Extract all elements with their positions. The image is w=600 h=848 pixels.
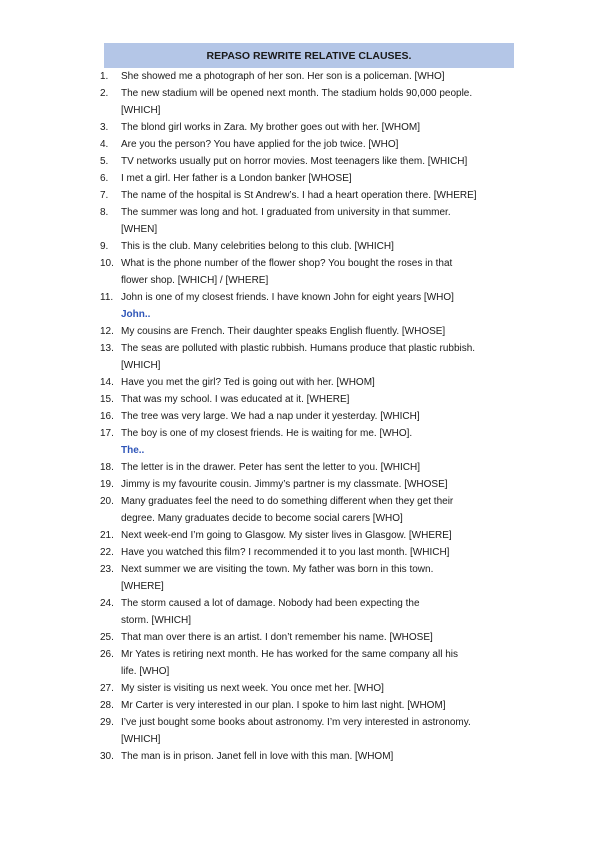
exercise-body	[121, 374, 520, 391]
exercise-item	[100, 323, 520, 340]
exercise-item	[100, 238, 520, 255]
exercise-body	[121, 187, 520, 204]
worksheet-title: REPASO REWRITE RELATIVE CLAUSES.	[104, 43, 514, 68]
exercise-item	[100, 476, 520, 493]
exercise-sentence: I’ve just bought some books about astronomy. I’m very interested in astronomy. [WHICH]	[121, 717, 471, 745]
exercise-number: 4.	[100, 139, 109, 150]
exercise-item	[100, 680, 520, 697]
exercise-sentence: My cousins are French. Their daughter speaks English fluently. [WHOSE]	[121, 326, 446, 337]
exercise-number: 16.	[100, 411, 114, 422]
exercise-body	[121, 714, 520, 748]
exercise-number: 18.	[100, 462, 114, 473]
exercise-item	[100, 527, 520, 544]
exercise-item	[100, 408, 520, 425]
exercise-sentence: That was my school. I was educated at it. [WHERE]	[121, 394, 350, 405]
exercise-body	[121, 204, 520, 238]
exercise-sentence: I met a girl. Her father is a London banker [WHOSE]	[121, 173, 352, 184]
exercise-body	[121, 323, 520, 340]
exercise-body	[121, 68, 520, 85]
exercise-sentence: Many graduates feel the need to do something different when they get their degree. Many graduates decide to become social carers [WHO]	[121, 496, 454, 524]
exercise-body	[121, 459, 520, 476]
exercise-number: 28.	[100, 700, 114, 711]
exercise-body	[121, 544, 520, 561]
answer-starter: John..	[121, 309, 151, 320]
exercise-number: 20.	[100, 496, 114, 507]
exercise-list	[100, 68, 520, 765]
exercise-number: 21.	[100, 530, 114, 541]
exercise-body	[121, 340, 520, 374]
exercise-item	[100, 187, 520, 204]
exercise-item	[100, 289, 520, 323]
exercise-number: 15.	[100, 394, 114, 405]
exercise-item	[100, 170, 520, 187]
exercise-body	[121, 391, 520, 408]
exercise-body	[121, 153, 520, 170]
exercise-number: 14.	[100, 377, 114, 388]
exercise-sentence: Have you watched this film? I recommended it to you last month. [WHICH]	[121, 547, 450, 558]
exercise-body	[121, 595, 520, 629]
exercise-body	[121, 119, 520, 136]
exercise-item	[100, 340, 520, 374]
exercise-sentence: TV networks usually put on horror movies. Most teenagers like them. [WHICH]	[121, 156, 468, 167]
exercise-number: 17.	[100, 428, 114, 439]
exercise-body	[121, 493, 520, 527]
exercise-item	[100, 425, 520, 459]
exercise-sentence: Jimmy is my favourite cousin. Jimmy’s partner is my classmate. [WHOSE]	[121, 479, 448, 490]
exercise-body	[121, 527, 520, 544]
exercise-sentence: She showed me a photograph of her son. Her son is a policeman. [WHO]	[121, 71, 445, 82]
exercise-sentence: Are you the person? You have applied for the job twice. [WHO]	[121, 139, 399, 150]
exercise-body	[121, 238, 520, 255]
exercise-number: 25.	[100, 632, 114, 643]
exercise-item	[100, 595, 520, 629]
exercise-body	[121, 561, 520, 595]
exercise-number: 23.	[100, 564, 114, 575]
exercise-item	[100, 374, 520, 391]
exercise-body	[121, 136, 520, 153]
exercise-item	[100, 544, 520, 561]
exercise-number: 30.	[100, 751, 114, 762]
exercise-number: 5.	[100, 156, 109, 167]
exercise-number: 19.	[100, 479, 114, 490]
exercise-item	[100, 629, 520, 646]
exercise-sentence: The tree was very large. We had a nap under it yesterday. [WHICH]	[121, 411, 420, 422]
exercise-number: 29.	[100, 717, 114, 728]
exercise-body	[121, 748, 520, 765]
exercise-sentence: The new stadium will be opened next month. The stadium holds 90,000 people. [WHICH]	[121, 88, 473, 116]
exercise-sentence: My sister is visiting us next week. You once met her. [WHO]	[121, 683, 384, 694]
exercise-body	[121, 255, 520, 289]
exercise-sentence: John is one of my closest friends. I have known John for eight years [WHO]	[121, 292, 454, 303]
exercise-sentence: That man over there is an artist. I don’t remember his name. [WHOSE]	[121, 632, 433, 643]
exercise-number: 13.	[100, 343, 114, 354]
exercise-body	[121, 697, 520, 714]
exercise-sentence: The man is in prison. Janet fell in love with this man. [WHOM]	[121, 751, 394, 762]
exercise-body	[121, 629, 520, 646]
exercise-item	[100, 459, 520, 476]
exercise-sentence: The blond girl works in Zara. My brother goes out with her. [WHOM]	[121, 122, 420, 133]
exercise-body	[121, 289, 520, 323]
exercise-sentence: The name of the hospital is St Andrew’s. I had a heart operation there. [WHERE]	[121, 190, 477, 201]
exercise-item	[100, 85, 520, 119]
exercise-number: 11.	[100, 292, 114, 303]
exercise-number: 8.	[100, 207, 109, 218]
exercise-item	[100, 646, 520, 680]
exercise-item	[100, 391, 520, 408]
exercise-sentence: The summer was long and hot. I graduated from university in that summer. [WHEN]	[121, 207, 451, 235]
exercise-item	[100, 561, 520, 595]
exercise-number: 9.	[100, 241, 109, 252]
exercise-sentence: The seas are polluted with plastic rubbish. Humans produce that plastic rubbish. [WHICH]	[121, 343, 476, 371]
exercise-item	[100, 697, 520, 714]
exercise-number: 3.	[100, 122, 109, 133]
exercise-body	[121, 680, 520, 697]
exercise-item	[100, 153, 520, 170]
exercise-item	[100, 748, 520, 765]
exercise-sentence: The storm caused a lot of damage. Nobody had been expecting the storm. [WHICH]	[121, 598, 420, 626]
exercise-body	[121, 476, 520, 493]
exercise-item	[100, 136, 520, 153]
exercise-item	[100, 119, 520, 136]
exercise-sentence: Next week-end I’m going to Glasgow. My sister lives in Glasgow. [WHERE]	[121, 530, 452, 541]
exercise-sentence: The letter is in the drawer. Peter has sent the letter to you. [WHICH]	[121, 462, 421, 473]
exercise-body	[121, 646, 520, 680]
exercise-sentence: Have you met the girl? Ted is going out with her. [WHOM]	[121, 377, 375, 388]
exercise-body	[121, 170, 520, 187]
exercise-body	[121, 425, 520, 459]
exercise-sentence: This is the club. Many celebrities belong to this club. [WHICH]	[121, 241, 394, 252]
exercise-item	[100, 714, 520, 748]
exercise-item	[100, 255, 520, 289]
exercise-item	[100, 493, 520, 527]
exercise-number: 10.	[100, 258, 114, 269]
exercise-number: 24.	[100, 598, 114, 609]
exercise-sentence: Mr Yates is retiring next month. He has worked for the same company all his life. [WHO]	[121, 649, 458, 677]
exercise-number: 26.	[100, 649, 114, 660]
exercise-body	[121, 408, 520, 425]
exercise-number: 27.	[100, 683, 114, 694]
answer-starter: The..	[121, 445, 145, 456]
exercise-item	[100, 204, 520, 238]
exercise-sentence: Next summer we are visiting the town. My father was born in this town. [WHERE]	[121, 564, 434, 592]
exercise-number: 2.	[100, 88, 109, 99]
exercise-number: 7.	[100, 190, 109, 201]
exercise-sentence: The boy is one of my closest friends. He is waiting for me. [WHO].	[121, 428, 413, 439]
exercise-number: 1.	[100, 71, 109, 82]
exercise-number: 6.	[100, 173, 109, 184]
exercise-sentence: What is the phone number of the flower shop? You bought the roses in that flower shop. [WHICH] / [WHERE]	[121, 258, 453, 286]
exercise-sentence: Mr Carter is very interested in our plan. I spoke to him last night. [WHOM]	[121, 700, 446, 711]
exercise-item	[100, 68, 520, 85]
exercise-number: 22.	[100, 547, 114, 558]
exercise-number: 12.	[100, 326, 114, 337]
exercise-body	[121, 85, 520, 119]
